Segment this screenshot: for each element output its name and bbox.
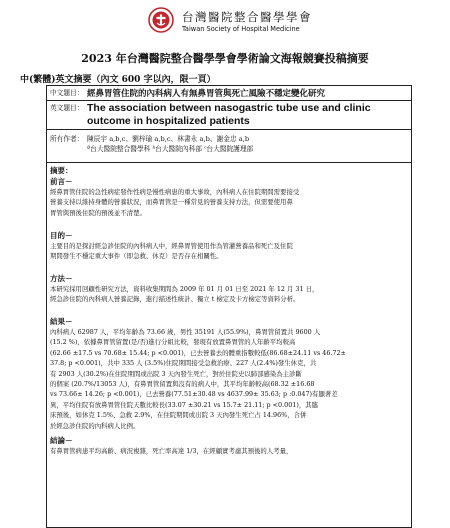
society-emblem-icon bbox=[148, 7, 174, 33]
authors-row bbox=[47, 130, 411, 163]
text-line: (62.66 ±17.5 vs 70.68± 15.44; p <0.001)，已去營養去的體重指數較低(86.68±24.11 vs 46.72± bbox=[50, 348, 346, 357]
section-heading: 結果－ bbox=[50, 317, 73, 326]
zh-title-label: 中文題目： bbox=[50, 89, 84, 97]
society-header bbox=[148, 5, 328, 37]
text-line: 胃管與預後住院的預後並不清楚。 bbox=[50, 208, 146, 217]
section-text bbox=[50, 241, 406, 262]
text-line: 37.8; p <0.001)，共中 335 人 (3.5%)住院期間接受急救治療、227 人(2.4%)發生休克，共 bbox=[50, 359, 317, 368]
en-title-label: 英文題目： bbox=[50, 104, 84, 112]
section-heading: 目的－ bbox=[50, 231, 73, 240]
text-line: 本研究採用回顧性研究方法，資料收集期間為 2009 年 01 月 01 日至 2021 年 12 月 31 日， bbox=[50, 285, 319, 293]
text-line: 內科病人 62987 人，平均年齡為 73.66 歲，男性 35191 人(55.9%)，鼻胃管留置共 9600 人 bbox=[50, 328, 321, 336]
document-subtitle: 中(繁體)英文摘要（內文 600 字以內，限一頁） bbox=[20, 75, 216, 85]
authors-value: 陳辰宇 a,b,c、劉梓瑜 a,b,c、林書永 a,b、謝金忠 a,b bbox=[87, 135, 250, 143]
en-title-row bbox=[47, 101, 411, 130]
text-line: 於經急診住院的內科病人比例。 bbox=[50, 421, 140, 430]
text-line: 有 2903 人(30.2%)在住院期間或出院 3 天內發生死亡，對於住院史以肺部感染為主診斷 bbox=[50, 369, 302, 378]
section-text bbox=[50, 446, 406, 456]
org-name-zh: 台灣醫院整合醫學學會 bbox=[182, 10, 312, 24]
section-text bbox=[50, 327, 406, 431]
text-line: 有鼻胃管病患平均高齡、病況複雜，死亡率高達 1/3，在經顧實考慮其預後的人考量， bbox=[50, 447, 293, 455]
text-line: 的個案 (20.7%/13053 人)，有鼻胃管留置與沒有的病人中，其平均年齡較高(68.32 ±16.68 bbox=[50, 380, 315, 389]
en-title-value: The association between nasogastric tube use and clinic outcome in hospitalized patients bbox=[87, 102, 371, 127]
zh-title-row bbox=[47, 86, 411, 101]
section-text bbox=[50, 187, 406, 218]
text-line: 床預後，如休克 1.5%、急救 2.9%，在住院期間或出院 3 天內發生死亡占 14.96%，合併 bbox=[50, 411, 307, 420]
text-line: 主要目的是探討經急診住院的內科病人中，經鼻胃管使用作為管灌營養品和死亡及住院 bbox=[50, 242, 293, 250]
section-text bbox=[50, 284, 406, 305]
text-line: 異，平均住院有放鼻胃管住院天數比較長(33.07 ±30.21 vs 15.7± 21.11; p <0.001)，其臨 bbox=[50, 400, 318, 409]
text-line: 經急診住院的內科病人營養記錄，進行描述性統計、獨立 t 檢定及卡方檢定等資料分析。 bbox=[50, 295, 300, 304]
text-line: vs 73.66± 14.26; p <0.001)，已去營養(77.51±30.48 vs 4637.99± 35.63; p :0.047)有顯著差 bbox=[50, 390, 338, 399]
section-heading: 結論－ bbox=[50, 436, 73, 445]
text-line: 營養支持以維持身體的營養狀況，而鼻胃管是一種常見的營養支持方法，但需要使用鼻 bbox=[50, 198, 293, 207]
text-line: 經鼻胃管住院的急性病症發作性病是慢性病患的重大事故，內科病人在住院期間需要接受 bbox=[50, 188, 300, 196]
abstract-form bbox=[46, 85, 412, 528]
authors-label: 所有作者： bbox=[50, 135, 84, 143]
zh-title-value: 經鼻胃管住院的內科病人有無鼻胃管與死亡風險不穩定變化研究 bbox=[87, 89, 326, 99]
affiliations-value: ª台大醫院整合醫學科 ᵇ台大醫院內科部 ᶜ台大醫院護理部 bbox=[87, 145, 254, 153]
section-heading: 方法－ bbox=[50, 274, 73, 283]
org-name-en: Taiwan Society of Hospital Medicine bbox=[182, 25, 300, 33]
abstract-body bbox=[47, 163, 411, 527]
abstract-label: 摘要： bbox=[50, 166, 73, 175]
section-heading: 前言－ bbox=[50, 177, 73, 186]
text-line: (15.2 %)，依據鼻胃管留置(是/否)進行分組比較，發現有放置鼻胃管的人年齡平均較高 bbox=[50, 338, 296, 347]
text-line: 期間發生不穩定重大事件（即急救、休克）是否存在相關性。 bbox=[50, 252, 223, 261]
document-title: 2023 年台灣醫院整合醫學學會學術論文海報競賽投稿摘要 bbox=[81, 52, 369, 65]
